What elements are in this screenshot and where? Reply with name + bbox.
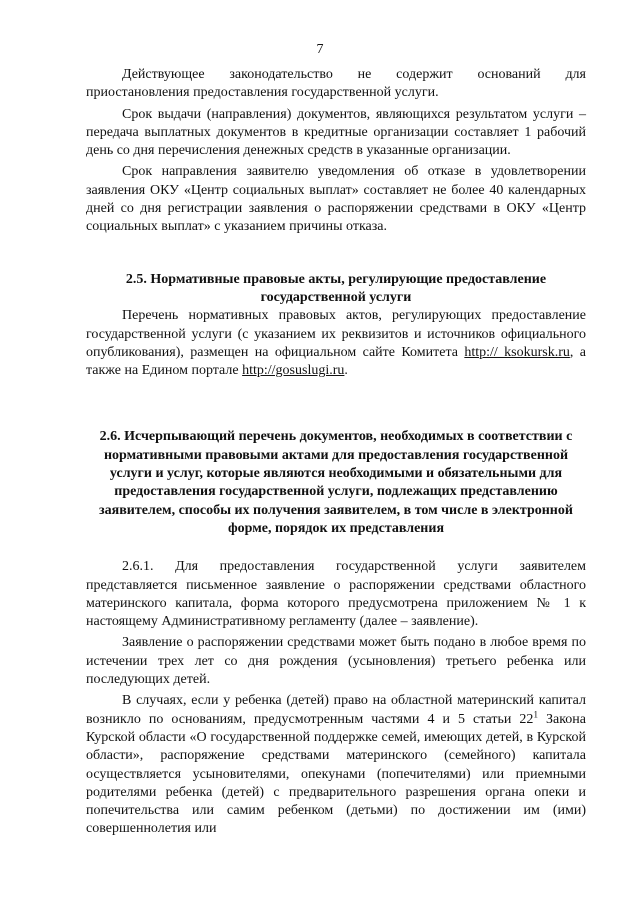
- section-2-5-heading-line1: 2.5. Нормативные правовые акты, регулирующие предоставление: [125, 271, 547, 287]
- paragraph-special-cases: [86, 692, 586, 838]
- section-2-5-paragraph: [86, 307, 586, 380]
- section-2-5-heading-line2: государственной услуги: [260, 289, 412, 305]
- paragraph-application-time: Заявление о распоряжении средствами может быть подано в любое время по истечении трех лет со дня рождения (усыновления) третьего ребенка или последующих детей.: [86, 635, 586, 688]
- paragraph-issue-term: Срок выдачи (направления) документов, являющихся результатом услуги – передача выплатных документов в кредитные организации составляет 1 рабочий день со дня перечисления денежных средств в указанные организации.: [86, 106, 586, 159]
- document-body: [86, 66, 586, 839]
- section-2-5-text-end: .: [344, 363, 348, 379]
- paragraph-2-6-1: 2.6.1. Для предоставления государственной услуги заявителем представляется письменное заявление о распоряжении средствами областного материнского капитала, форма которого предусмотрена приложением № 1 к настоящему Административному регламенту (далее – заявление).: [86, 559, 586, 630]
- page-number: 7: [316, 42, 324, 57]
- special-cases-text: В случаях, если у ребенка (детей) право на областной материнский капитал возникло по основаниям, предусмотренным частями 4 и 5 статьи 22: [86, 693, 586, 727]
- section-2-5-text: Перечень нормативных правовых актов, регулирующих предоставление государственной услуги (с указанием их реквизитов и источников официального опубликования), размещен на официальном сайте Комитета: [86, 308, 586, 360]
- section-2-5-heading: [86, 271, 586, 308]
- committee-site-link[interactable]: http:// ksokursk.ru: [464, 344, 570, 360]
- paragraph-suspension: Действующее законодательство не содержит оснований для приостановления предоставления государственной услуги.: [86, 67, 586, 101]
- special-cases-text-cont: Закона Курской области «О государственной поддержке семей, имеющих детей, в Курской области», распоряжение средствами материнского (семейного) капитала осуществляется усыновителями, опекунами (попечителями) или приемными родителями ребенка (детей) с предварительного разрешения органа опеки и попечительства или самим ребенком (детьми) по достижении им (ими) совершеннолетия или: [86, 711, 586, 837]
- paragraph-refusal-term: Срок направления заявителю уведомления об отказе в удовлетворении заявления ОКУ «Центр социальных выплат» составляет не более 40 календарных дней со дня регистрации заявления о распоряжении средствами в ОКУ «Центр социальных выплат» с указанием причины отказа.: [86, 164, 586, 235]
- section-2-5-text-between: , а также на Едином портале: [86, 344, 587, 379]
- article-superscript: 1: [533, 708, 538, 719]
- section-2-6-heading: 2.6. Исчерпывающий перечень документов, необходимых в соответствии с нормативными правовыми актами для предоставления государственной услуги и услуг, которые являются необходимыми и обязательными для предоставления государственной услуги, подлежащих представлению заявителем, способы их получения заявителем, в том числе в электронной форме, порядок их представления: [99, 429, 573, 536]
- gosuslugi-link[interactable]: http://gosuslugi.ru: [242, 363, 345, 379]
